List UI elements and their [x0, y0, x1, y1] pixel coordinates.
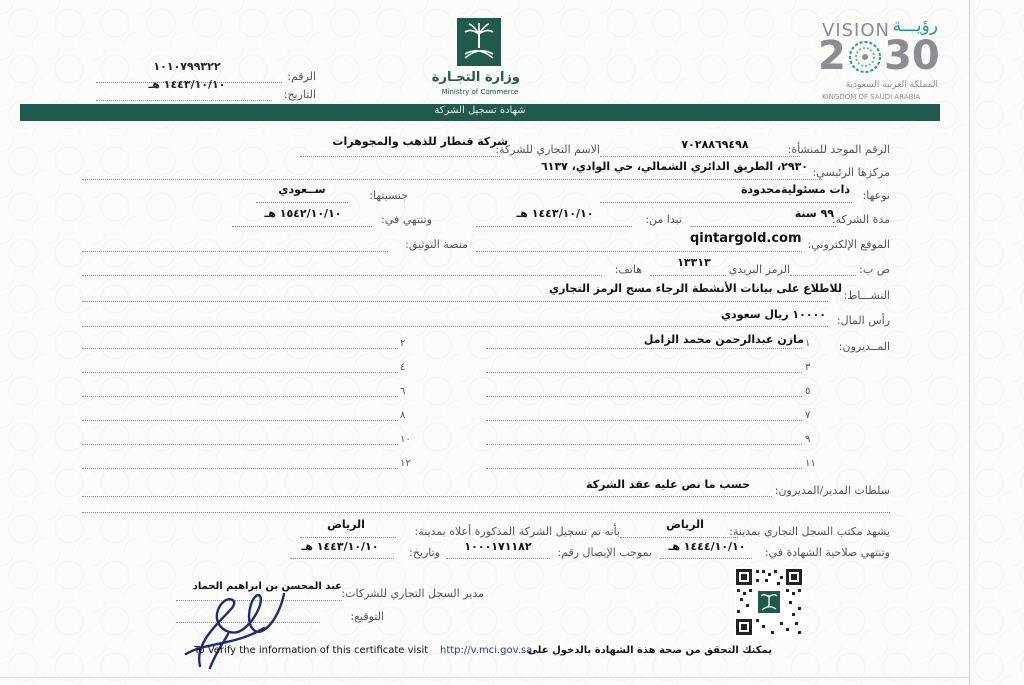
capital-label: رأس المال: — [836, 314, 890, 327]
manager-1-name: مازن عبدالرحمن محمد الزامل — [643, 333, 804, 346]
manager-slot-line — [486, 420, 802, 421]
activity-underline — [82, 301, 828, 302]
vision-emblem-icon — [848, 40, 882, 74]
validity-underline — [660, 558, 752, 559]
starts-label: تبدا من: — [645, 213, 682, 226]
postal-underline — [650, 275, 726, 276]
date-underline — [96, 100, 272, 101]
ministry-name-ar: وزارة التجـارة — [431, 70, 520, 85]
manager-slot-line — [486, 468, 802, 469]
signature-label: التوقيع: — [350, 610, 384, 623]
duration-value: ٩٩ سنة — [794, 207, 834, 220]
ends-underline — [232, 226, 372, 227]
manager-slot-line — [82, 444, 398, 445]
director-name: عبد المحسن بن ابراهيم الحماد — [192, 581, 342, 592]
powers-label: سلطات المدير/المديرون: — [774, 484, 890, 497]
duration-label: مدة الشركة: — [831, 213, 890, 226]
vision-year-left: 2 — [818, 33, 846, 79]
verify-text-en: To Verify the information of this certificate visit — [194, 645, 429, 656]
attest-city2: الرياض — [327, 518, 365, 531]
receipt-label: بموجب الإيصال رقم: — [557, 546, 652, 559]
type-underline — [600, 202, 852, 203]
managers-label: المــديرون: — [838, 340, 890, 353]
number-label: الرقم: — [287, 70, 316, 83]
kingdom-ar: المملكة العربية السعودية — [845, 80, 938, 90]
pobox-label: ص ب: — [859, 263, 890, 276]
manager-slot-number: ٩ — [805, 434, 811, 445]
handwritten-signature — [180, 582, 290, 672]
website-underline — [476, 251, 802, 252]
qr-code-icon — [734, 567, 804, 637]
number-value: ١٠١٠٧٩٩٣٢٢ — [153, 60, 221, 73]
postal-value: ١٣٣١٣ — [677, 256, 711, 269]
nationality-underline — [256, 202, 348, 203]
ends-label: وتنتهي في: — [381, 213, 432, 226]
receipt-value: ١٠٠٠١٧١١٨٢ — [464, 540, 532, 553]
attest-label: يشهد مكتب السجل التجاري بمدينة: — [729, 525, 890, 538]
ministry-logo-icon — [457, 18, 501, 66]
nationality-label: جنسيتها: — [369, 189, 408, 202]
unified-no-label: الرقم الموحد للمنشأة: — [787, 143, 890, 156]
powers-value: حسب ما نص عليه عقد الشركة — [586, 478, 750, 491]
manager-slot-number: ٢ — [400, 338, 406, 349]
manager-slot-line — [82, 348, 398, 349]
validity-label: وتنتهي صلاحية الشهادة في: — [764, 546, 890, 559]
validity-value: ١٤٤٤/١٠/١٠ هـ — [668, 540, 746, 553]
receipt-date-underline — [290, 558, 394, 559]
attest-city2-underline — [300, 537, 396, 538]
manager-slot-line — [82, 420, 398, 421]
manager-slot-number: ٤ — [400, 362, 406, 373]
manager-slot-line — [486, 444, 802, 445]
phone-label: هاتف: — [614, 263, 642, 276]
website-value: qintargold.com — [690, 231, 802, 246]
activity-value: للاطلاع على بيانات الأنشطة الرجاء مسح الرمز التجاري — [548, 282, 842, 295]
manager-slot-number: ٥ — [805, 386, 811, 397]
website-label: الموقع الإلكتروني: — [807, 238, 890, 251]
attest-city-underline — [620, 537, 738, 538]
hq-value: ٢٩٣٠، الطريق الدائري الشمالي، حي الوادي، ٦١٣٧ — [540, 160, 808, 173]
manager-slot-number: ٦ — [400, 386, 406, 397]
auth-platform-label: منصة التوثيق: — [405, 238, 468, 251]
vision-arabic: رؤيـــة — [892, 16, 938, 36]
manager-slot-line — [486, 348, 802, 349]
receipt-date-label: وتاريخ: — [409, 546, 440, 559]
date-label: التاريخ: — [283, 88, 316, 101]
nationality-value: ســعودي — [278, 183, 326, 196]
auth-platform-underline — [82, 251, 388, 252]
kingdom-en: KINGDOM OF SAUDI ARABIA — [822, 93, 921, 101]
attest-middle-text: بأنه تم تسجيل الشركة المذكورة أعلاه بمدينة: — [414, 525, 620, 538]
manager-slot-line — [82, 468, 398, 469]
vision-word: VISION — [822, 20, 890, 41]
phone-underline — [82, 275, 602, 276]
postal-label: الرمز البريدي — [728, 263, 790, 276]
verify-text-ar: يمكنك التحقق من صحة هذة الشهادة بالدخول على — [527, 645, 772, 656]
powers-underline — [82, 496, 772, 497]
trade-name-label: الاسم التجاري للشركة: — [495, 143, 600, 156]
page-right-border — [969, 0, 970, 685]
starts-underline — [476, 226, 632, 227]
manager-slot-line — [486, 396, 802, 397]
ministry-name-en: Ministry of Commerce — [441, 88, 519, 96]
attest-city: الرياض — [666, 518, 704, 531]
verify-link[interactable]: http://v.mci.gov.sa — [440, 645, 533, 656]
trade-name-value: شركة قنطار للذهب والمجوهرات — [332, 135, 508, 148]
manager-slot-number: ١٠ — [400, 434, 411, 445]
page-bottom-line — [0, 677, 970, 678]
pobox-underline — [790, 275, 856, 276]
powers-extra-underline — [82, 512, 890, 513]
unified-no-underline — [600, 156, 800, 157]
capital-value: ١٠٠٠٠ ريال سعودي — [720, 308, 826, 321]
type-value: ذات مسئوليةمحدودة — [740, 183, 850, 196]
manager-slot-line — [82, 396, 398, 397]
activity-label: النشـــاط: — [843, 289, 890, 302]
manager-slot-line — [82, 372, 398, 373]
duration-underline — [690, 226, 836, 227]
receipt-underline — [446, 558, 550, 559]
director-label: مدير السجل التجاري للشركات: — [341, 587, 484, 600]
manager-slot-number: ١ — [805, 338, 811, 349]
trade-name-underline — [300, 156, 500, 157]
ends-value: ١٥٤٢/١٠/١٠ هـ — [264, 207, 342, 220]
manager-slot-number: ٣ — [805, 362, 811, 373]
receipt-date-value: ١٤٤٣/١٠/١٠ هـ — [301, 540, 379, 553]
manager-slot-number: ١٢ — [400, 458, 411, 469]
manager-slot-number: ٧ — [805, 410, 811, 421]
starts-value: ١٤٤٣/١٠/١٠ هـ — [516, 207, 594, 220]
unified-no-value: ٧٠٢٨٨٦٩٤٩٨ — [681, 138, 749, 151]
capital-underline — [82, 326, 828, 327]
certificate-title: شهادة تسجيل الشركة — [434, 105, 526, 116]
manager-slot-number: ١١ — [805, 458, 816, 469]
vision-year-right: 30 — [884, 33, 940, 79]
manager-slot-number: ٨ — [400, 410, 406, 421]
hq-underline — [82, 179, 822, 180]
type-label: نوعها: — [862, 189, 890, 202]
date-value: ١٤٤٣/١٠/١٠ هـ — [148, 78, 226, 91]
manager-slot-line — [486, 372, 802, 373]
hq-label: مركزها الرئيسي: — [812, 166, 890, 179]
